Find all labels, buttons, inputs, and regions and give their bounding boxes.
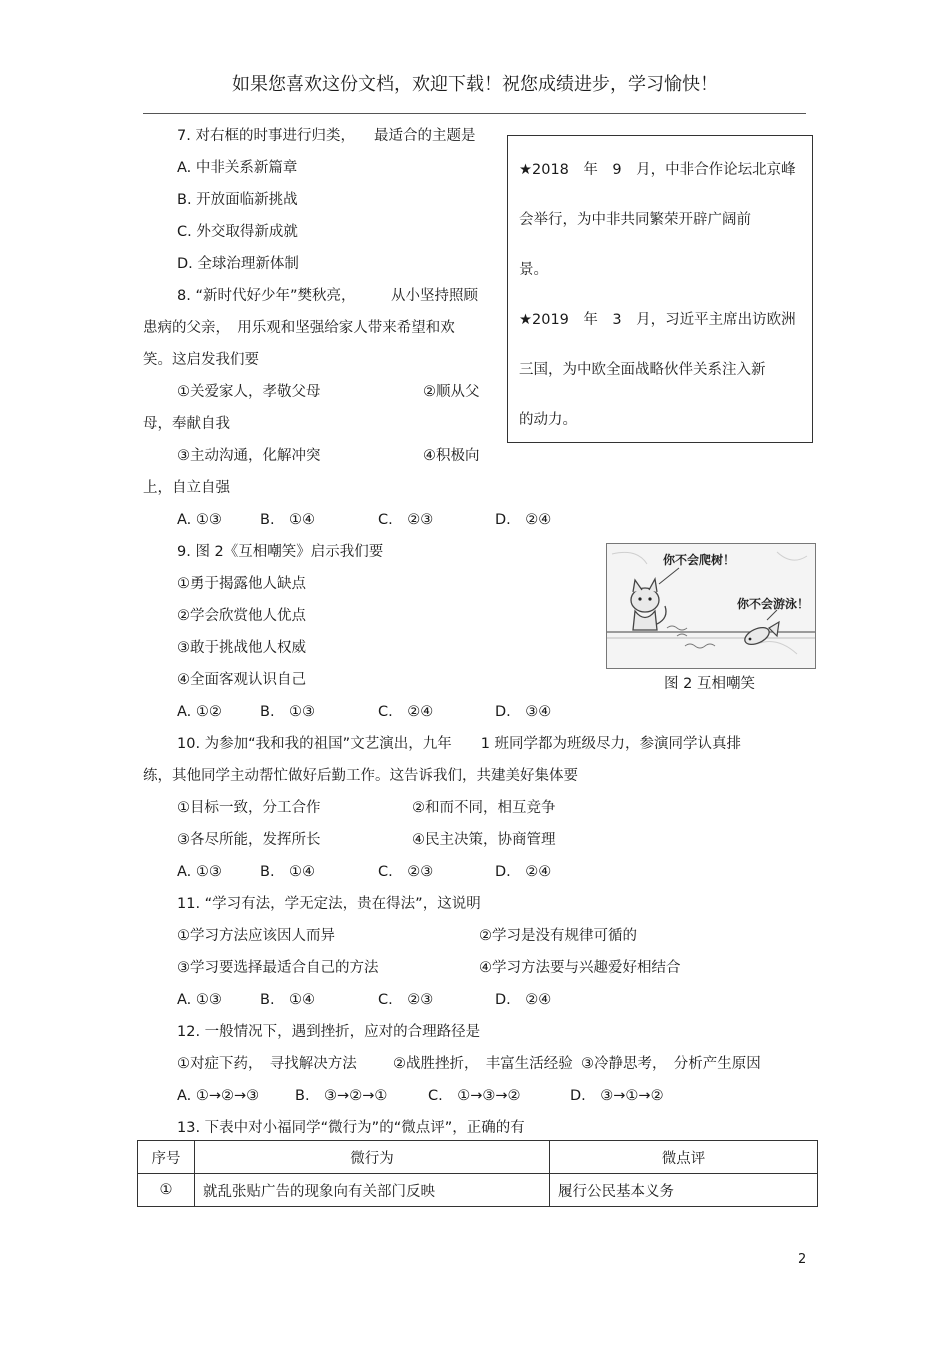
bubble-fish: 你不会游泳！: [737, 597, 810, 611]
table-header-cell: 微点评: [550, 1141, 818, 1174]
q9-answer-b: B. ①③: [260, 704, 316, 720]
q9-item3: ③敢于挑战他人权威: [177, 640, 306, 656]
news-line: ★2019 年 3 月，习近平主席出访欧洲: [519, 312, 796, 328]
table-header-cell: 微行为: [195, 1141, 550, 1174]
q11-stem: 11. “学习有法，学无定法，贵在得法”，这说明: [177, 896, 481, 912]
page-header: 如果您喜欢这份文档，欢迎下载！祝您成绩进步，学习愉快！: [232, 74, 718, 95]
q8-item1: ①关爱家人，孝敬父母: [177, 384, 321, 400]
q7-option-b: B. 开放面临新挑战: [177, 192, 298, 208]
q8-item3: ③主动沟通，化解冲突: [177, 448, 321, 464]
q8-line1b: 从小坚持照顾: [391, 288, 478, 304]
q9-answer-a: A. ①②: [177, 704, 222, 720]
q8-line2: 患病的父亲， 用乐观和坚强给家人带来希望和欢: [143, 320, 455, 336]
q9-item2: ②学会欣赏他人优点: [177, 608, 306, 624]
table-row: [138, 1174, 818, 1207]
q10-item1: ①目标一致，分工合作: [177, 800, 321, 816]
table-header-cell: 序号: [138, 1141, 195, 1174]
news-line: 三国，为中欧全面战略伙伴关系注入新: [519, 362, 766, 378]
q11-item1: ①学习方法应该因人而异: [177, 928, 335, 944]
q10-answer-c: C. ②③: [378, 864, 434, 880]
q8-answer-d: D. ②④: [495, 512, 552, 528]
cartoon-figure: [606, 543, 816, 669]
behavior-table: [137, 1140, 818, 1207]
q9-answer-c: C. ②④: [378, 704, 434, 720]
q7-option-d: D. 全球治理新体制: [177, 256, 299, 272]
q10-item3: ③各尽所能，发挥所长: [177, 832, 321, 848]
q8-item4b: 上，自立自强: [143, 480, 230, 496]
q10-line1: 10. 为参加“我和我的祖国”文艺演出，九年 1 班同学都为班级尽力，参演同学认真排: [177, 736, 742, 752]
q11-answer-a: A. ①③: [177, 992, 222, 1008]
q11-item2: ②学习是没有规律可循的: [479, 928, 637, 944]
q8-answer-a: A. ①③: [177, 512, 222, 528]
q8-answer-b: B. ①④: [260, 512, 316, 528]
q10-answer-b: B. ①④: [260, 864, 316, 880]
q11-answer-d: D. ②④: [495, 992, 552, 1008]
q8-item4a: ④积极向: [423, 448, 480, 464]
q10-answer-d: D. ②④: [495, 864, 552, 880]
q10-line2: 练，其他同学主动帮忙做好后勤工作。这告诉我们，共建美好集体要: [143, 768, 578, 784]
q8-answer-c: C. ②③: [378, 512, 434, 528]
q12-answer-b: B. ③→②→①: [295, 1088, 388, 1104]
q8-line3: 笑。这启发我们要: [143, 352, 259, 368]
q8-item2a: ②顺从父: [423, 384, 480, 400]
q11-answer-c: C. ②③: [378, 992, 434, 1008]
q12-item3: ③冷静思考， 分析产生原因: [581, 1056, 761, 1072]
q11-item3: ③学习要选择最适合自己的方法: [177, 960, 379, 976]
q8-item2b: 母，奉献自我: [143, 416, 230, 432]
q11-item4: ④学习方法要与兴趣爱好相结合: [479, 960, 681, 976]
page-number: 2: [798, 1252, 807, 1267]
q11-answer-b: B. ①④: [260, 992, 316, 1008]
table-header-row: [138, 1141, 818, 1174]
q9-item1: ①勇于揭露他人缺点: [177, 576, 306, 592]
table-cell: ①: [138, 1174, 195, 1207]
q7-stem-a: 7. 对右框的时事进行归类，: [177, 128, 355, 144]
news-box: [507, 135, 813, 443]
q12-answer-c: C. ①→③→②: [428, 1088, 521, 1104]
q12-item2: ②战胜挫折， 丰富生活经验: [393, 1056, 573, 1072]
q12-answer-d: D. ③→①→②: [570, 1088, 664, 1104]
q10-answer-a: A. ①③: [177, 864, 222, 880]
news-line: 的动力。: [519, 412, 577, 428]
q8-line1a: 8. “新时代好少年”樊秋亮，: [177, 288, 356, 304]
q9-stem: 9. 图 2《互相嘲笑》启示我们要: [177, 544, 384, 560]
bubble-cat: 你不会爬树！: [663, 553, 736, 567]
figure-caption: 图 2 互相嘲笑: [664, 676, 755, 692]
q7-option-c: C. 外交取得新成就: [177, 224, 298, 240]
q9-item4: ④全面客观认识自己: [177, 672, 306, 688]
q10-item2: ②和而不同，相互竞争: [412, 800, 556, 816]
table-cell: 履行公民基本义务: [550, 1174, 818, 1207]
header-divider: [143, 113, 806, 114]
cartoon-illustration: [607, 544, 816, 669]
q10-item4: ④民主决策，协商管理: [412, 832, 556, 848]
news-line: ★2018 年 9 月，中非合作论坛北京峰: [519, 162, 796, 178]
news-line: 会举行，为中非共同繁荣开辟广阔前: [519, 212, 751, 228]
q12-stem: 12. 一般情况下，遇到挫折，应对的合理路径是: [177, 1024, 481, 1040]
q12-item1: ①对症下药， 寻找解决方法: [177, 1056, 357, 1072]
q7-option-a: A. 中非关系新篇章: [177, 160, 298, 176]
q7-stem-b: 最适合的主题是: [374, 128, 476, 144]
table-cell: 就乱张贴广告的现象向有关部门反映: [195, 1174, 550, 1207]
q9-answer-d: D. ③④: [495, 704, 552, 720]
q13-stem: 13. 下表中对小福同学“微行为”的“微点评”，正确的有: [177, 1120, 525, 1136]
q12-answer-a: A. ①→②→③: [177, 1088, 260, 1104]
news-line: 景。: [519, 262, 548, 278]
